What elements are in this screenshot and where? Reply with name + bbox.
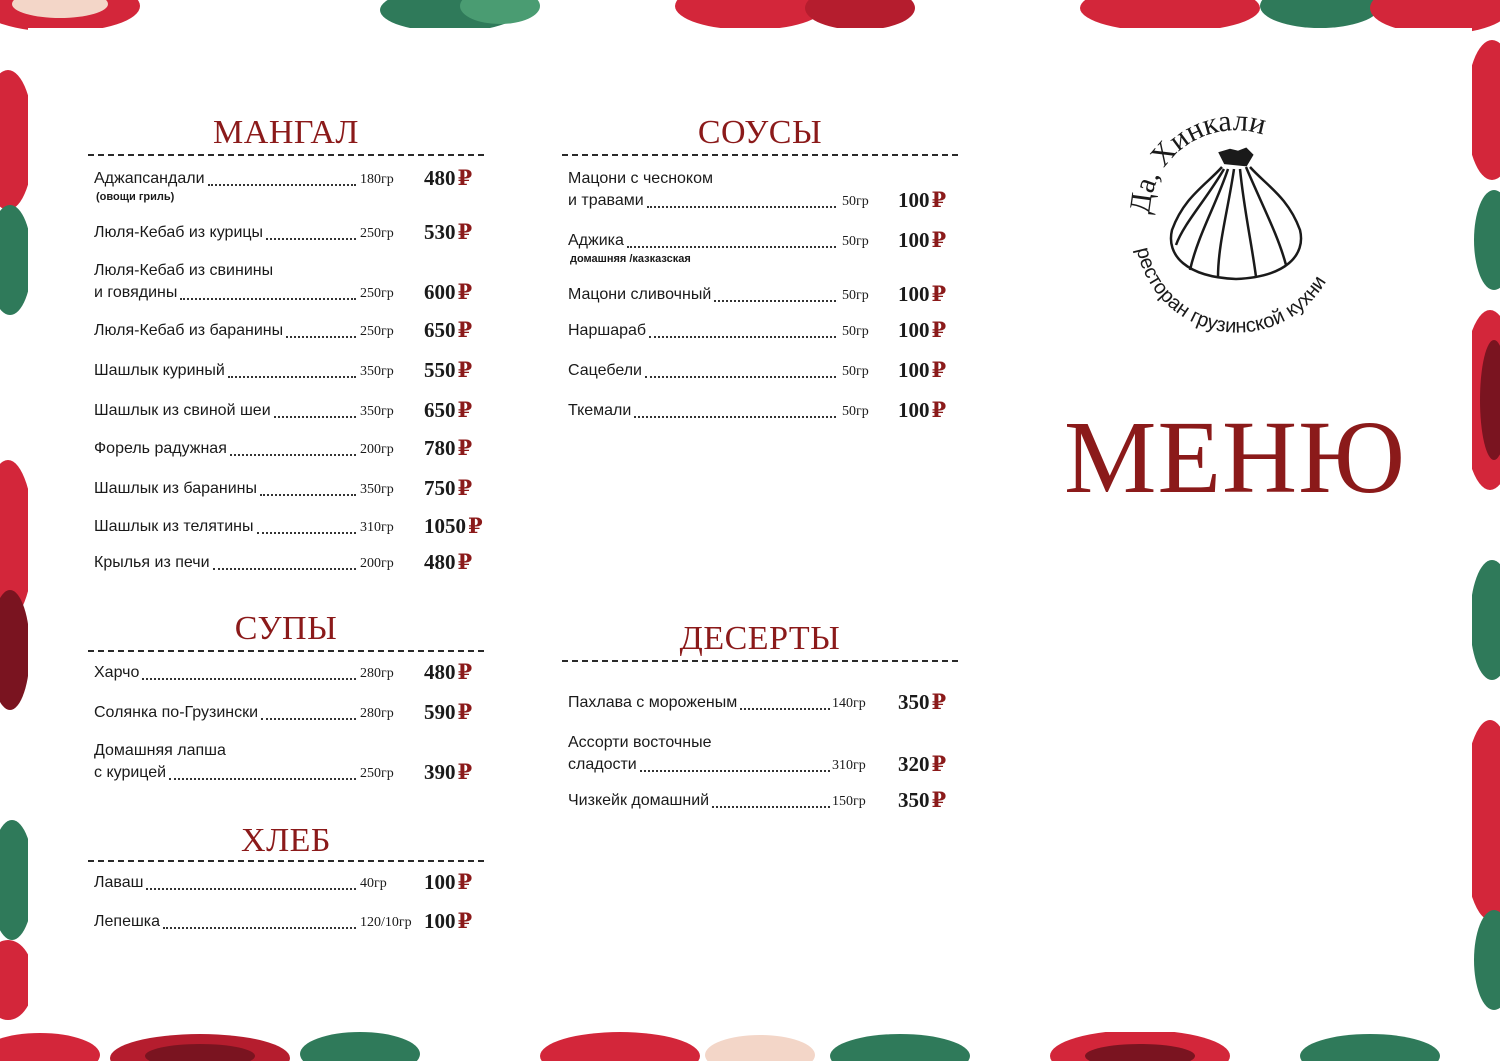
item-weight: 280гр <box>360 706 394 721</box>
item-price <box>424 357 472 383</box>
price-value: 750 <box>424 476 456 500</box>
ruble-sign: ₽ <box>457 760 473 784</box>
bottom-edge-decor <box>0 1030 1440 1061</box>
ruble-sign: ₽ <box>457 909 473 933</box>
item-price <box>424 279 472 305</box>
item-name: Домашняя лапша <box>94 742 226 759</box>
item-weight: 50гр <box>842 404 869 419</box>
item-name-line2: и говядины <box>94 284 178 301</box>
item-dots-leader <box>146 887 356 890</box>
item-name: Люля-Кебаб из баранины <box>94 322 284 339</box>
item-dots-leader <box>230 453 356 456</box>
item-weight: 50гр <box>842 324 869 339</box>
price-value: 100 <box>898 188 930 212</box>
item-dots-leader <box>261 717 356 720</box>
item-weight: 150гр <box>832 794 866 809</box>
section-rule <box>88 154 484 156</box>
item-name: Шашлык из телятины <box>94 518 254 535</box>
price-value: 100 <box>898 228 930 252</box>
item-name: Солянка по-Грузински <box>94 704 259 721</box>
item-weight: 50гр <box>842 364 869 379</box>
price-value: 650 <box>424 398 456 422</box>
price-value: 100 <box>898 318 930 342</box>
section-rule <box>88 650 484 652</box>
ruble-sign: ₽ <box>931 282 947 306</box>
price-value: 650 <box>424 318 456 342</box>
item-dots-leader <box>257 531 356 534</box>
item-price <box>424 397 472 423</box>
item-name-line2: с курицей <box>94 764 167 781</box>
price-value: 1050 <box>424 514 466 538</box>
logo-arc-bottom: ресторан грузинской кухни <box>1131 245 1331 338</box>
price-value: 590 <box>424 700 456 724</box>
item-dots-leader <box>208 183 356 186</box>
item-name: Лепешка <box>94 913 161 930</box>
item-weight: 310гр <box>360 520 394 535</box>
item-dots-leader <box>274 415 356 418</box>
price-value: 780 <box>424 436 456 460</box>
item-dots-leader <box>640 769 830 772</box>
item-dots-leader <box>163 926 356 929</box>
ruble-sign: ₽ <box>457 870 473 894</box>
section-rule <box>562 154 958 156</box>
item-price <box>424 549 472 575</box>
item-name: Мацони с чесноком <box>568 170 713 187</box>
item-name-line2: и травами <box>568 192 644 209</box>
item-price <box>424 435 472 461</box>
item-weight: 310гр <box>832 758 866 773</box>
item-weight: 250гр <box>360 286 394 301</box>
item-name: Наршараб <box>568 322 647 339</box>
khinkali-icon <box>1171 149 1301 279</box>
item-note: домашняя /казказская <box>570 253 691 265</box>
item-price <box>898 397 946 423</box>
section-title: СУПЫ <box>234 610 338 647</box>
item-name: Люля-Кебаб из свинины <box>94 262 274 279</box>
item-price <box>898 227 946 253</box>
price-value: 480 <box>424 166 456 190</box>
item-dots-leader <box>714 299 836 302</box>
ruble-sign: ₽ <box>931 752 947 776</box>
item-weight: 200гр <box>360 556 394 571</box>
ruble-sign: ₽ <box>457 166 473 190</box>
price-value: 100 <box>424 870 456 894</box>
item-name-line2: сладости <box>568 756 637 773</box>
item-price <box>424 317 472 343</box>
item-price <box>424 908 472 934</box>
price-value: 350 <box>898 788 930 812</box>
ruble-sign: ₽ <box>931 690 947 714</box>
item-price <box>898 357 946 383</box>
item-dots-leader <box>627 245 836 248</box>
item-dots-leader <box>169 777 356 780</box>
item-price <box>424 165 472 191</box>
price-value: 390 <box>424 760 456 784</box>
item-weight: 350гр <box>360 404 394 419</box>
item-name: Сацебели <box>568 362 642 379</box>
item-price <box>424 699 472 725</box>
price-value: 530 <box>424 220 456 244</box>
item-weight: 120/10гр <box>360 915 412 930</box>
item-name: Аджапсандали <box>94 170 205 187</box>
section-rule <box>562 660 958 662</box>
ruble-sign: ₽ <box>457 476 473 500</box>
item-price <box>898 281 946 307</box>
item-price <box>424 475 472 501</box>
item-weight: 140гр <box>832 696 866 711</box>
section-title: СОУСЫ <box>697 114 823 151</box>
ruble-sign: ₽ <box>468 514 483 538</box>
item-weight: 50гр <box>842 288 869 303</box>
ruble-sign: ₽ <box>457 280 473 304</box>
item-weight: 40гр <box>360 876 387 891</box>
item-price <box>424 513 483 539</box>
ruble-sign: ₽ <box>931 398 947 422</box>
ruble-sign: ₽ <box>931 788 947 812</box>
item-name: Форель радужная <box>94 440 227 457</box>
item-dots-leader <box>142 677 356 680</box>
item-name: Шашлык куриный <box>94 362 225 379</box>
section-rule <box>88 860 484 862</box>
price-value: 480 <box>424 550 456 574</box>
item-name: Харчо <box>94 664 140 681</box>
item-name: Люля-Кебаб из курицы <box>94 224 264 241</box>
ruble-sign: ₽ <box>931 358 947 382</box>
item-weight: 350гр <box>360 482 394 497</box>
price-value: 350 <box>898 690 930 714</box>
item-dots-leader <box>228 375 356 378</box>
logo-arc-top: Да, Хинкали <box>1123 105 1270 216</box>
item-dots-leader <box>266 237 356 240</box>
item-dots-leader <box>649 335 836 338</box>
item-dots-leader <box>712 805 830 808</box>
item-name: Лаваш <box>94 874 144 891</box>
section-title: ДЕСЕРТЫ <box>679 620 841 657</box>
item-note: (овощи гриль) <box>96 191 175 203</box>
item-name: Мацони сливочный <box>568 286 712 303</box>
ruble-sign: ₽ <box>457 358 473 382</box>
item-price <box>898 787 946 813</box>
ruble-sign: ₽ <box>931 318 947 342</box>
menu-title: МЕНЮ <box>1064 400 1406 515</box>
ruble-sign: ₽ <box>457 660 473 684</box>
item-dots-leader <box>286 335 356 338</box>
item-weight: 250гр <box>360 226 394 241</box>
item-weight: 200гр <box>360 442 394 457</box>
item-price <box>898 689 946 715</box>
item-price <box>898 317 946 343</box>
item-dots-leader <box>645 375 836 378</box>
item-price <box>898 751 946 777</box>
restaurant-logo <box>1110 105 1360 345</box>
ruble-sign: ₽ <box>457 220 473 244</box>
price-value: 100 <box>898 358 930 382</box>
price-value: 100 <box>898 398 930 422</box>
item-price <box>424 219 472 245</box>
item-price <box>424 869 472 895</box>
item-weight: 280гр <box>360 666 394 681</box>
item-weight: 50гр <box>842 194 869 209</box>
item-dots-leader <box>180 297 356 300</box>
item-dots-leader <box>740 707 830 710</box>
ruble-sign: ₽ <box>457 436 473 460</box>
price-value: 100 <box>424 909 456 933</box>
item-dots-leader <box>647 205 836 208</box>
price-value: 480 <box>424 660 456 684</box>
item-name: Ассорти восточные <box>568 734 712 751</box>
item-dots-leader <box>634 415 836 418</box>
item-name: Аджика <box>568 232 624 249</box>
ruble-sign: ₽ <box>457 398 473 422</box>
item-weight: 250гр <box>360 324 394 339</box>
item-dots-leader <box>213 567 356 570</box>
item-dots-leader <box>260 493 356 496</box>
item-name: Крылья из печи <box>94 554 210 571</box>
ruble-sign: ₽ <box>457 550 473 574</box>
item-weight: 250гр <box>360 766 394 781</box>
item-weight: 50гр <box>842 234 869 249</box>
item-weight: 350гр <box>360 364 394 379</box>
ruble-sign: ₽ <box>931 188 947 212</box>
ruble-sign: ₽ <box>931 228 947 252</box>
item-price <box>424 659 472 685</box>
item-name: Ткемали <box>568 402 632 419</box>
price-value: 550 <box>424 358 456 382</box>
price-value: 600 <box>424 280 456 304</box>
item-name: Пахлава с мороженым <box>568 694 738 711</box>
ruble-sign: ₽ <box>457 700 473 724</box>
item-name: Шашлык из свиной шеи <box>94 402 271 419</box>
item-price <box>424 759 472 785</box>
price-value: 320 <box>898 752 930 776</box>
price-value: 100 <box>898 282 930 306</box>
section-title: МАНГАЛ <box>213 114 359 151</box>
item-name: Шашлык из баранины <box>94 480 257 497</box>
item-weight: 180гр <box>360 172 394 187</box>
item-name: Чизкейк домашний <box>568 792 710 809</box>
section-title: ХЛЕБ <box>241 822 331 859</box>
ruble-sign: ₽ <box>457 318 473 342</box>
item-price <box>898 187 946 213</box>
